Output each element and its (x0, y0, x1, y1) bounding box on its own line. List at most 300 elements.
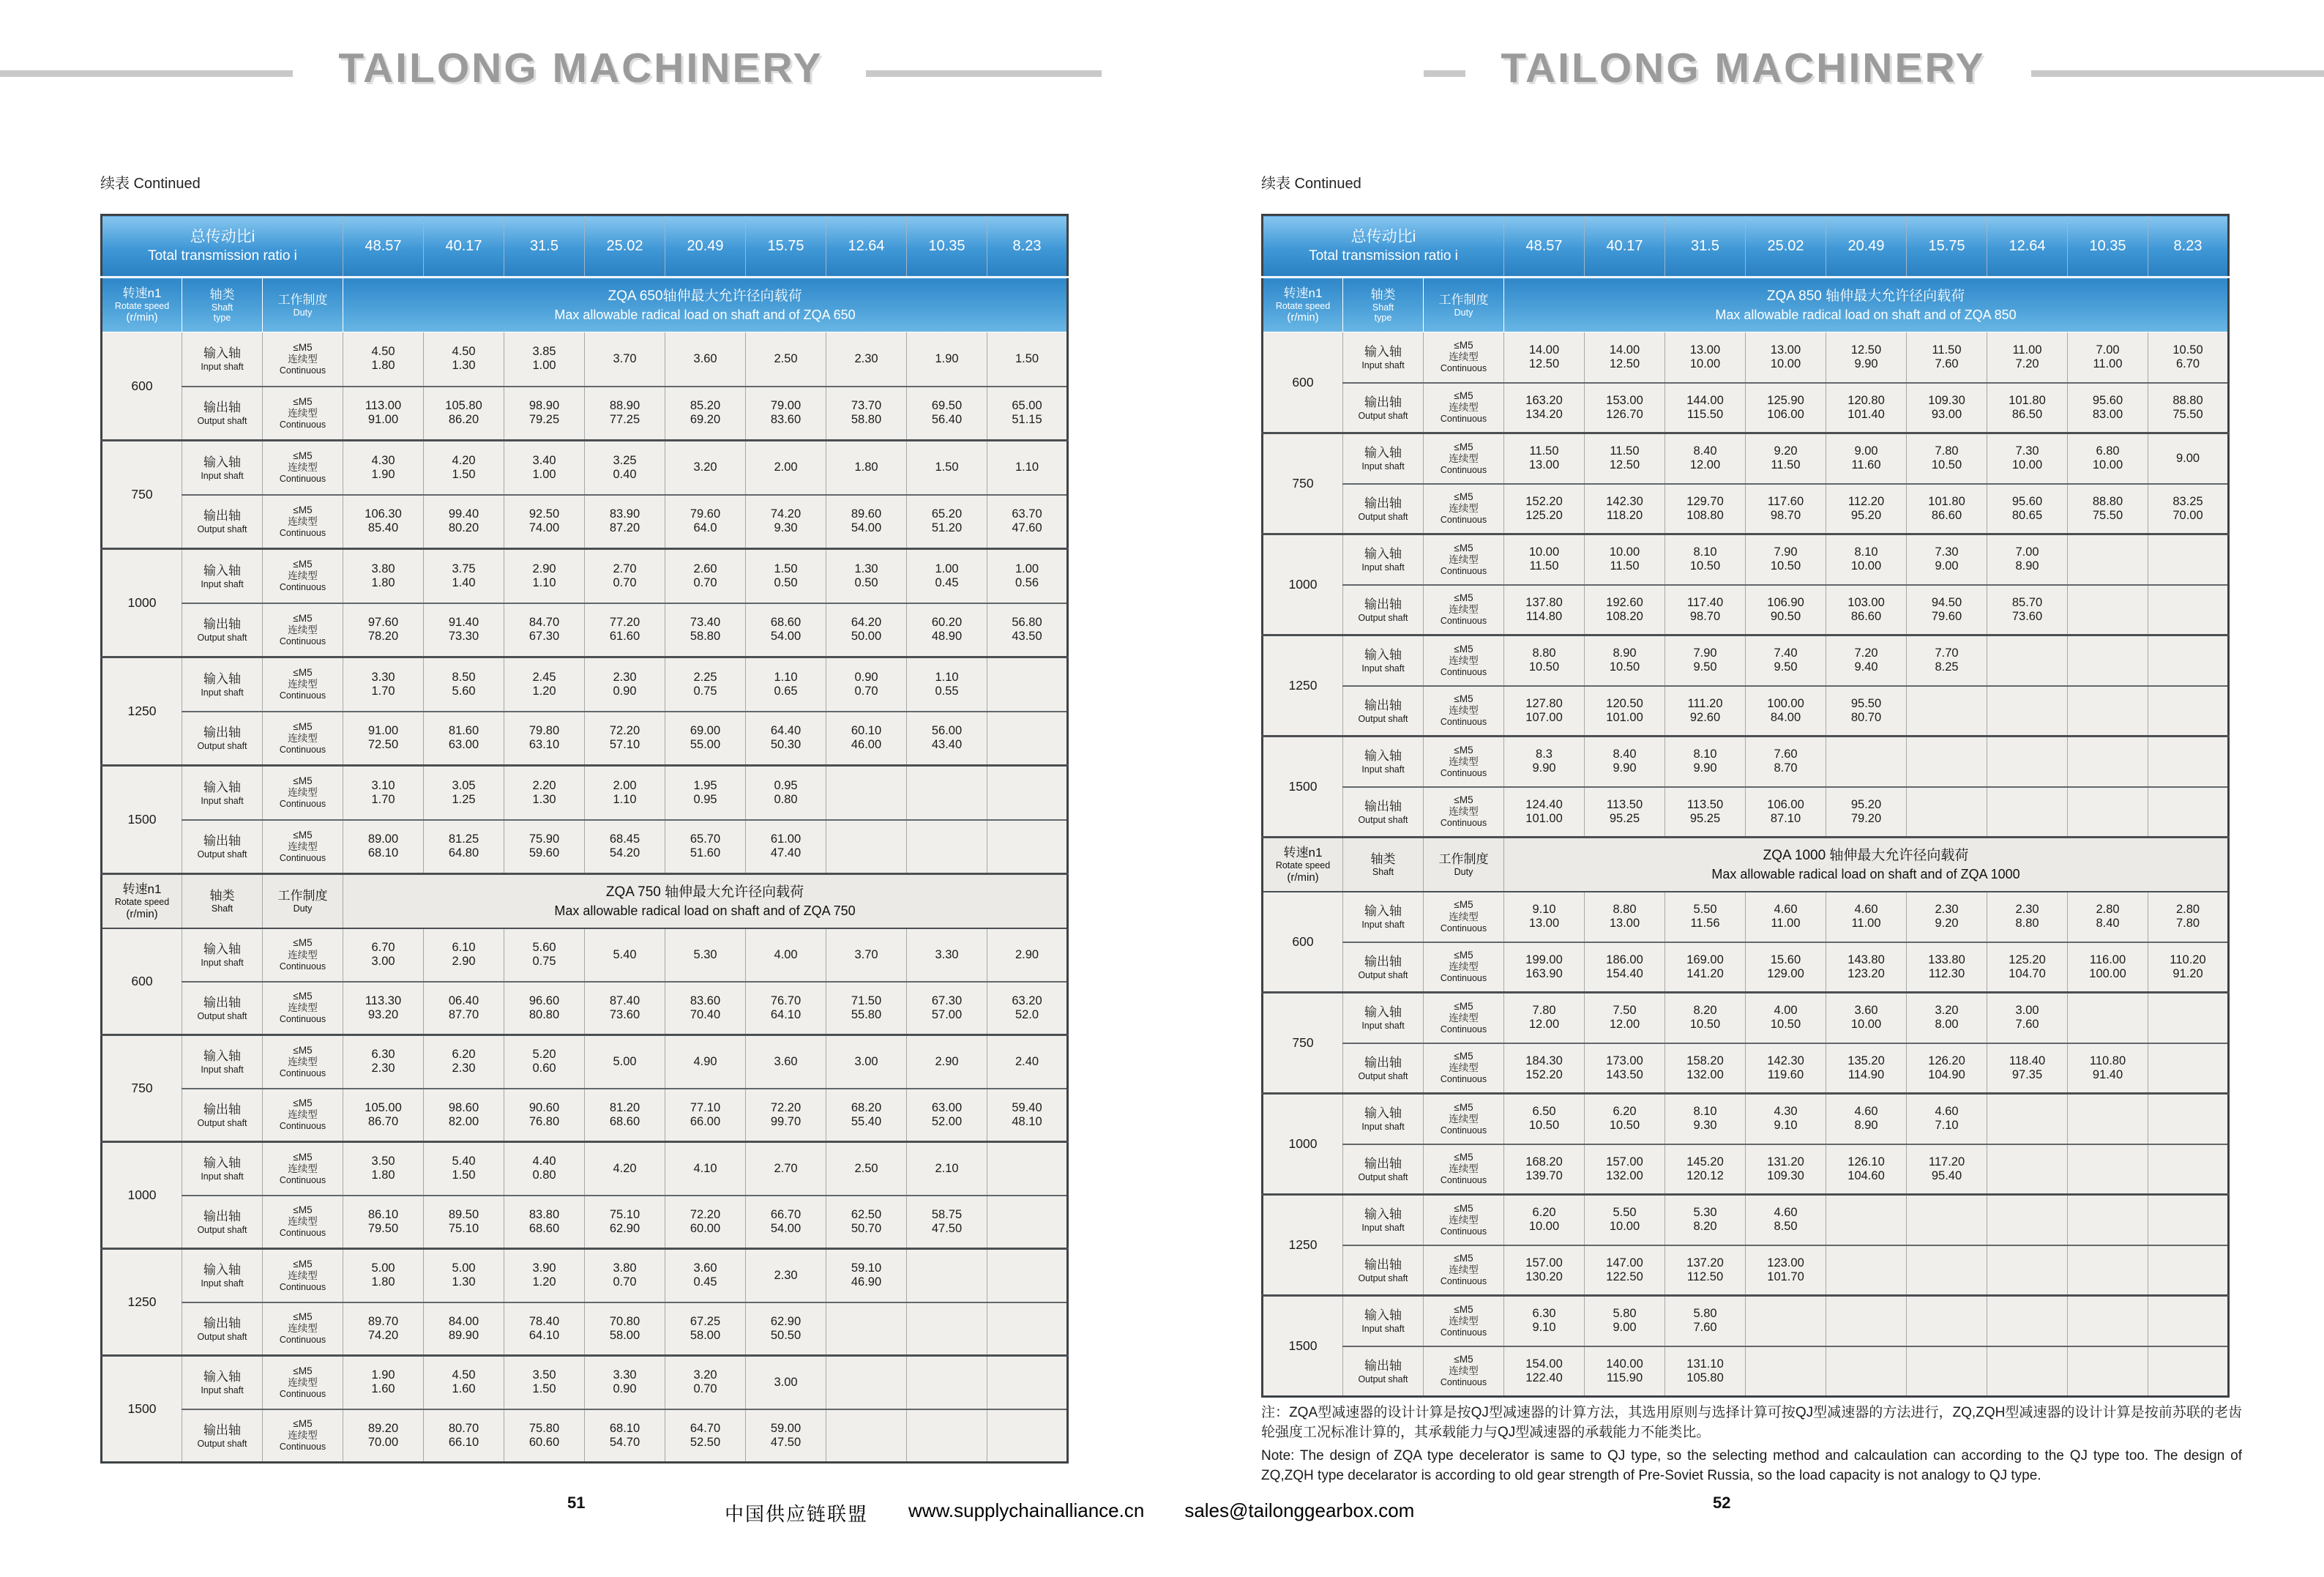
load-value-cell: 125.20 104.70 (1987, 942, 2068, 993)
table-row (102, 820, 1068, 874)
load-value-cell (1746, 1346, 1826, 1397)
load-value-cell: 137.80 114.80 (1504, 585, 1585, 635)
table-row (102, 1035, 1068, 1089)
page-number-right: 52 (1713, 1494, 1731, 1512)
table-row (1263, 383, 2229, 433)
load-value-cell: 103.00 86.60 (1826, 585, 1907, 635)
duty-cell: ≤M5 连续型 Continuous (263, 1356, 343, 1409)
load-value-cell: 0.95 0.80 (746, 766, 826, 820)
footer-website: www.supplychainalliance.cn (908, 1499, 1145, 1521)
load-spec-table (100, 214, 1069, 1464)
load-value-cell: 131.10 105.80 (1665, 1346, 1746, 1397)
load-value-cell: 5.00 1.30 (424, 1249, 504, 1302)
load-value-cell (2068, 686, 2148, 737)
output-shaft-label: 输出轴 Output shaft (1343, 585, 1424, 635)
duty-cell: ≤M5 连续型 Continuous (1424, 433, 1504, 484)
load-value-cell: 142.30 119.60 (1746, 1043, 1826, 1094)
table-row (102, 928, 1068, 982)
duty-cell: ≤M5 连续型 Continuous (1424, 332, 1504, 383)
table-row (1263, 332, 2229, 383)
duty-cell: ≤M5 连续型 Continuous (1424, 585, 1504, 635)
footnote (1261, 1403, 2242, 1489)
load-value-cell (2068, 1296, 2148, 1346)
input-shaft-label: 输入轴 Input shaft (1343, 1195, 1424, 1245)
load-value-cell (2148, 1296, 2229, 1346)
load-value-cell: 129.70 108.80 (1665, 484, 1746, 534)
ratio-value-cell: 20.49 (1826, 215, 1907, 277)
load-value-cell: 2.40 (987, 1035, 1068, 1089)
load-value-cell (987, 1356, 1068, 1409)
load-value-cell: 76.70 64.10 (746, 982, 826, 1035)
load-value-cell: 67.25 58.00 (665, 1302, 746, 1356)
load-value-cell: 83.25 70.00 (2148, 484, 2229, 534)
brand-title: TAILONG MACHINERY (338, 45, 823, 92)
load-value-cell (2068, 585, 2148, 635)
load-value-cell: 1.50 (907, 441, 987, 495)
load-value-cell: 95.50 80.70 (1826, 686, 1907, 737)
load-value-cell (987, 1302, 1068, 1356)
duty-cell: ≤M5 连续型 Continuous (263, 332, 343, 387)
load-value-cell: 163.20 134.20 (1504, 383, 1585, 433)
load-value-cell (1826, 1296, 1907, 1346)
duty-cell: ≤M5 连续型 Continuous (1424, 942, 1504, 993)
load-value-cell: 8.80 10.50 (1504, 635, 1585, 686)
load-value-cell: 89.60 54.00 (826, 495, 907, 549)
load-value-cell (1987, 1195, 2068, 1245)
output-shaft-label: 输出轴 Output shaft (1343, 484, 1424, 534)
load-value-cell: 79.60 64.0 (665, 495, 746, 549)
load-value-cell: 1.90 1.60 (343, 1356, 424, 1409)
load-value-cell: 117.40 98.70 (1665, 585, 1746, 635)
load-value-cell: 105.00 86.70 (343, 1089, 424, 1142)
load-value-cell: 5.30 8.20 (1665, 1195, 1746, 1245)
load-value-cell: 73.40 58.80 (665, 603, 746, 657)
load-value-cell: 84.70 67.30 (504, 603, 585, 657)
load-value-cell (2148, 1195, 2229, 1245)
table-row (1263, 585, 2229, 635)
duty-cell: ≤M5 连续型 Continuous (263, 1302, 343, 1356)
output-shaft-label: 输出轴 Output shaft (182, 982, 263, 1035)
load-value-cell: 89.50 75.10 (424, 1196, 504, 1249)
load-value-cell: 116.00 100.00 (2068, 942, 2148, 993)
load-value-cell: 98.60 82.00 (424, 1089, 504, 1142)
duty-cell: ≤M5 连续型 Continuous (1424, 1043, 1504, 1094)
load-value-cell (2068, 1195, 2148, 1245)
load-value-cell: 7.50 12.00 (1585, 993, 1665, 1043)
ratio-value-cell: 12.64 (1987, 215, 2068, 277)
load-value-cell: 9.00 (2148, 433, 2229, 484)
load-value-cell: 72.20 57.10 (585, 712, 665, 766)
ratio-value-cell: 40.17 (424, 215, 504, 277)
input-shaft-label: 输入轴 Input shaft (1343, 635, 1424, 686)
load-value-cell: 99.40 80.20 (424, 495, 504, 549)
load-value-cell (1987, 1144, 2068, 1195)
duty-cell: ≤M5 连续型 Continuous (1424, 1346, 1504, 1397)
load-value-cell: 3.90 1.20 (504, 1249, 585, 1302)
load-value-cell: 68.60 54.00 (746, 603, 826, 657)
load-value-cell: 3.70 (585, 332, 665, 387)
load-value-cell: 4.40 0.80 (504, 1142, 585, 1196)
output-shaft-label: 输出轴 Output shaft (1343, 686, 1424, 737)
load-value-cell: 5.20 0.60 (504, 1035, 585, 1089)
ratio-value-cell: 8.23 (2148, 215, 2229, 277)
load-value-cell: 5.00 (585, 1035, 665, 1089)
load-value-cell: 1.50 0.50 (746, 549, 826, 603)
load-value-cell (2068, 1094, 2148, 1144)
duty-cell: ≤M5 连续型 Continuous (263, 1249, 343, 1302)
load-value-cell (987, 820, 1068, 874)
load-value-cell: 2.45 1.20 (504, 657, 585, 712)
load-value-cell: 79.00 83.60 (746, 387, 826, 441)
load-value-cell: 10.00 11.50 (1585, 534, 1665, 585)
load-value-cell (2068, 1245, 2148, 1296)
load-value-cell: 105.80 86.20 (424, 387, 504, 441)
speed-cell: 1000 (102, 549, 182, 657)
load-value-cell: 8.40 12.00 (1665, 433, 1746, 484)
load-value-cell: 95.60 80.65 (1987, 484, 2068, 534)
table-row (1263, 1195, 2229, 1245)
load-value-cell: 2.30 0.90 (585, 657, 665, 712)
load-value-cell: 81.60 63.00 (424, 712, 504, 766)
duty-cell: ≤M5 连续型 Continuous (263, 982, 343, 1035)
load-value-cell: 59.10 46.90 (826, 1249, 907, 1302)
speed-cell: 750 (1263, 433, 1343, 534)
table-row (102, 1409, 1068, 1463)
input-shaft-label: 输入轴 Input shaft (1343, 892, 1424, 942)
load-value-cell: 2.30 (826, 332, 907, 387)
load-value-cell: 90.60 76.80 (504, 1089, 585, 1142)
load-value-cell (2148, 1043, 2229, 1094)
load-value-cell: 4.20 (585, 1142, 665, 1196)
load-value-cell: 63.00 52.00 (907, 1089, 987, 1142)
duty-cell: ≤M5 连续型 Continuous (1424, 1144, 1504, 1195)
output-shaft-label: 输出轴 Output shaft (182, 1409, 263, 1463)
ratio-value-cell: 15.75 (1907, 215, 1987, 277)
brand-title: TAILONG MACHINERY (1501, 45, 1986, 92)
load-value-cell: 75.80 60.60 (504, 1409, 585, 1463)
load-value-cell: 1.10 0.65 (746, 657, 826, 712)
load-value-cell: 120.80 101.40 (1826, 383, 1907, 433)
load-value-cell: 59.00 47.50 (746, 1409, 826, 1463)
duty-cell: ≤M5 连续型 Continuous (263, 928, 343, 982)
load-value-cell: 3.30 1.70 (343, 657, 424, 712)
load-value-cell: 1.00 0.56 (987, 549, 1068, 603)
load-value-cell (2148, 585, 2229, 635)
load-value-cell: 14.00 12.50 (1585, 332, 1665, 383)
load-value-cell: 60.10 46.00 (826, 712, 907, 766)
load-value-cell: 6.20 10.50 (1585, 1094, 1665, 1144)
load-value-cell: 101.80 86.60 (1907, 484, 1987, 534)
load-value-cell: 7.90 10.50 (1746, 534, 1826, 585)
load-value-cell: 75.10 62.90 (585, 1196, 665, 1249)
load-value-cell: 5.30 (665, 928, 746, 982)
load-value-cell: 3.70 (826, 928, 907, 982)
load-value-cell: 2.70 0.70 (585, 549, 665, 603)
load-value-cell: 8.10 10.50 (1665, 534, 1746, 585)
load-value-cell: 3.05 1.25 (424, 766, 504, 820)
load-value-cell: 95.20 79.20 (1826, 787, 1907, 838)
load-value-cell: 81.25 64.80 (424, 820, 504, 874)
duty-cell: ≤M5 连续型 Continuous (263, 820, 343, 874)
output-shaft-label: 输出轴 Output shaft (182, 387, 263, 441)
load-value-cell: 88.90 77.25 (585, 387, 665, 441)
load-value-cell: 6.70 3.00 (343, 928, 424, 982)
load-value-cell: 96.60 80.80 (504, 982, 585, 1035)
page-52 (1162, 0, 2324, 1577)
load-value-cell: 14.00 12.50 (1504, 332, 1585, 383)
table-row (1263, 1043, 2229, 1094)
speed-column-header: 转速n1 Rotate speed (r/min) (102, 874, 182, 928)
load-value-cell: 15.60 129.00 (1746, 942, 1826, 993)
load-value-cell: 72.20 60.00 (665, 1196, 746, 1249)
load-value-cell (1907, 1195, 1987, 1245)
table-row (102, 1249, 1068, 1302)
load-value-cell: 126.20 104.90 (1907, 1043, 1987, 1094)
table-row (1263, 433, 2229, 484)
load-value-cell (1907, 1296, 1987, 1346)
input-shaft-label: 输入轴 Input shaft (1343, 737, 1424, 787)
load-value-cell: 126.10 104.60 (1826, 1144, 1907, 1195)
input-shaft-label: 输入轴 Input shaft (1343, 433, 1424, 484)
duty-cell: ≤M5 连续型 Continuous (263, 603, 343, 657)
load-value-cell: 7.70 8.25 (1907, 635, 1987, 686)
footnote-en: Note: The design of ZQA type decelerator is same to QJ type, so the selecting method and calcaulation can according to the QJ type too. The design of ZQ,ZQH type decelarator is according to old gear strength of Pre-Soviet Russia, so the load capacity is not analogy to QJ type. (1261, 1448, 2242, 1483)
table-row (102, 332, 1068, 387)
table-row (102, 495, 1068, 549)
load-value-cell: 8.40 9.90 (1585, 737, 1665, 787)
load-value-cell: 8.20 10.50 (1665, 993, 1746, 1043)
load-value-cell (1826, 1195, 1907, 1245)
load-value-cell: 140.00 115.90 (1585, 1346, 1665, 1397)
load-value-cell: 79.80 63.10 (504, 712, 585, 766)
input-shaft-label: 输入轴 Input shaft (1343, 993, 1424, 1043)
footer (725, 1499, 1414, 1526)
load-value-cell (1987, 1346, 2068, 1397)
load-value-cell: 4.50 1.60 (424, 1356, 504, 1409)
table-row (1263, 892, 2229, 942)
table-row (102, 1196, 1068, 1249)
load-value-cell: 125.90 106.00 (1746, 383, 1826, 433)
load-value-cell: 11.50 7.60 (1907, 332, 1987, 383)
duty-cell: ≤M5 连续型 Continuous (263, 766, 343, 820)
load-value-cell: 3.80 0.70 (585, 1249, 665, 1302)
load-value-cell: 3.30 (907, 928, 987, 982)
load-value-cell: 2.80 8.40 (2068, 892, 2148, 942)
speed-cell: 600 (1263, 892, 1343, 993)
load-value-cell: 4.30 9.10 (1746, 1094, 1826, 1144)
table-row (1263, 942, 2229, 993)
load-value-cell: 106.30 85.40 (343, 495, 424, 549)
output-shaft-label: 输出轴 Output shaft (1343, 1245, 1424, 1296)
duty-column-header: 工作制度 Duty (263, 277, 343, 332)
output-shaft-label: 输出轴 Output shaft (182, 603, 263, 657)
table-row (1263, 993, 2229, 1043)
load-value-cell: 3.30 0.90 (585, 1356, 665, 1409)
load-value-cell: 63.20 52.0 (987, 982, 1068, 1035)
load-value-cell: 3.75 1.40 (424, 549, 504, 603)
load-value-cell (2068, 1144, 2148, 1195)
load-value-cell: 56.00 43.40 (907, 712, 987, 766)
load-value-cell: 2.50 (826, 1142, 907, 1196)
table-row (1263, 787, 2229, 838)
load-value-cell: 85.20 69.20 (665, 387, 746, 441)
load-value-cell (907, 1249, 987, 1302)
load-value-cell: 10.50 6.70 (2148, 332, 2229, 383)
load-value-cell: 3.20 (665, 441, 746, 495)
load-value-cell: 118.40 97.35 (1987, 1043, 2068, 1094)
load-value-cell: 59.40 48.10 (987, 1089, 1068, 1142)
load-value-cell: 8.10 9.30 (1665, 1094, 1746, 1144)
speed-cell: 750 (102, 1035, 182, 1142)
load-value-cell: 2.90 (907, 1035, 987, 1089)
load-value-cell: 88.80 75.50 (2068, 484, 2148, 534)
load-value-cell: 3.60 10.00 (1826, 993, 1907, 1043)
load-value-cell: 7.00 11.00 (2068, 332, 2148, 383)
speed-cell: 1500 (102, 1356, 182, 1463)
speed-cell: 750 (102, 441, 182, 549)
load-value-cell: 75.90 59.60 (504, 820, 585, 874)
load-value-cell: 1.80 (826, 441, 907, 495)
load-value-cell (1987, 1245, 2068, 1296)
load-value-cell: 117.60 98.70 (1746, 484, 1826, 534)
load-value-cell: 6.20 2.30 (424, 1035, 504, 1089)
load-value-cell: 1.00 0.45 (907, 549, 987, 603)
section-title-cell: ZQA 1000 轴伸最大允许径向载荷 Max allowable radical load on shaft and of ZQA 1000 (1504, 838, 2229, 892)
load-value-cell: 6.20 10.00 (1504, 1195, 1585, 1245)
load-value-cell: 91.40 73.30 (424, 603, 504, 657)
duty-column-header: 工作制度 Duty (1424, 838, 1504, 892)
load-value-cell: 168.20 139.70 (1504, 1144, 1585, 1195)
load-value-cell: 88.80 75.50 (2148, 383, 2229, 433)
load-value-cell: 106.00 87.10 (1746, 787, 1826, 838)
load-value-cell: 3.80 1.80 (343, 549, 424, 603)
load-value-cell: 5.60 0.75 (504, 928, 585, 982)
load-value-cell: 3.50 1.80 (343, 1142, 424, 1196)
load-value-cell (2148, 1144, 2229, 1195)
load-value-cell: 3.00 (826, 1035, 907, 1089)
load-value-cell: 5.40 (585, 928, 665, 982)
load-value-cell: 13.00 10.00 (1746, 332, 1826, 383)
duty-cell: ≤M5 连续型 Continuous (263, 387, 343, 441)
input-shaft-label: 输入轴 Input shaft (182, 332, 263, 387)
load-value-cell: 69.50 56.40 (907, 387, 987, 441)
load-value-cell: 89.70 74.20 (343, 1302, 424, 1356)
load-value-cell (987, 1196, 1068, 1249)
section-title-cell: ZQA 850 轴伸最大允许径向载荷 Max allowable radical load on shaft and of ZQA 850 (1504, 277, 2229, 332)
load-value-cell: 4.60 8.50 (1746, 1195, 1826, 1245)
duty-column-header: 工作制度 Duty (1424, 277, 1504, 332)
load-value-cell: 144.00 115.50 (1665, 383, 1746, 433)
ratio-value-cell: 25.02 (585, 215, 665, 277)
load-value-cell: 110.20 91.20 (2148, 942, 2229, 993)
load-value-cell: 5.50 11.56 (1665, 892, 1746, 942)
duty-cell: ≤M5 连续型 Continuous (1424, 737, 1504, 787)
load-value-cell (1987, 1094, 2068, 1144)
load-value-cell: 137.20 112.50 (1665, 1245, 1746, 1296)
duty-column-header: 工作制度 Duty (263, 874, 343, 928)
load-value-cell: 2.90 1.10 (504, 549, 585, 603)
load-value-cell: 3.10 1.70 (343, 766, 424, 820)
load-value-cell: 65.20 51.20 (907, 495, 987, 549)
load-value-cell: 69.00 55.00 (665, 712, 746, 766)
speed-cell: 1000 (1263, 534, 1343, 635)
load-value-cell: 3.00 7.60 (1987, 993, 2068, 1043)
input-shaft-label: 输入轴 Input shaft (182, 1249, 263, 1302)
load-value-cell: 77.10 66.00 (665, 1089, 746, 1142)
speed-cell: 750 (1263, 993, 1343, 1094)
spec-table-zqa650-750 (100, 214, 1069, 1464)
load-value-cell: 83.80 68.60 (504, 1196, 585, 1249)
output-shaft-label: 输出轴 Output shaft (1343, 787, 1424, 838)
load-value-cell: 8.10 9.90 (1665, 737, 1746, 787)
duty-cell: ≤M5 连续型 Continuous (263, 1142, 343, 1196)
duty-cell: ≤M5 连续型 Continuous (1424, 686, 1504, 737)
shaft-column-header: 轴类 Shaft type (1343, 277, 1424, 332)
load-value-cell (2068, 534, 2148, 585)
duty-cell: ≤M5 连续型 Continuous (1424, 534, 1504, 585)
load-value-cell (2068, 787, 2148, 838)
load-value-cell: 2.90 (987, 928, 1068, 982)
load-value-cell: 111.20 92.60 (1665, 686, 1746, 737)
load-value-cell: 10.00 11.50 (1504, 534, 1585, 585)
speed-cell: 1500 (1263, 737, 1343, 838)
speed-cell: 1000 (102, 1142, 182, 1249)
load-value-cell: 1.10 (987, 441, 1068, 495)
load-value-cell: 8.10 10.00 (1826, 534, 1907, 585)
load-value-cell: 186.00 154.40 (1585, 942, 1665, 993)
load-value-cell: 4.00 10.50 (1746, 993, 1826, 1043)
load-value-cell: 152.20 125.20 (1504, 484, 1585, 534)
load-value-cell: 7.40 9.50 (1746, 635, 1826, 686)
load-value-cell (907, 1302, 987, 1356)
input-shaft-label: 输入轴 Input shaft (182, 657, 263, 712)
load-value-cell (2148, 534, 2229, 585)
input-shaft-label: 输入轴 Input shaft (182, 766, 263, 820)
duty-cell: ≤M5 连续型 Continuous (1424, 1094, 1504, 1144)
load-value-cell: 8.80 13.00 (1585, 892, 1665, 942)
load-value-cell: 145.20 120.12 (1665, 1144, 1746, 1195)
load-value-cell: 199.00 163.90 (1504, 942, 1585, 993)
load-value-cell: 68.45 54.20 (585, 820, 665, 874)
load-value-cell: 06.40 87.70 (424, 982, 504, 1035)
load-value-cell: 11.50 13.00 (1504, 433, 1585, 484)
load-value-cell (1987, 787, 2068, 838)
table-row (102, 766, 1068, 820)
table-row (1263, 484, 2229, 534)
table-row (102, 982, 1068, 1035)
input-shaft-label: 输入轴 Input shaft (182, 441, 263, 495)
load-value-cell: 81.20 68.60 (585, 1089, 665, 1142)
load-value-cell: 4.20 1.50 (424, 441, 504, 495)
table-row (1263, 1296, 2229, 1346)
duty-cell: ≤M5 连续型 Continuous (263, 495, 343, 549)
load-value-cell: 143.80 123.20 (1826, 942, 1907, 993)
load-value-cell (1746, 1296, 1826, 1346)
load-value-cell (2068, 635, 2148, 686)
load-value-cell: 5.00 1.80 (343, 1249, 424, 1302)
table-row (1263, 1144, 2229, 1195)
load-value-cell (1987, 737, 2068, 787)
load-value-cell: 3.20 8.00 (1907, 993, 1987, 1043)
table-row (102, 1089, 1068, 1142)
input-shaft-label: 输入轴 Input shaft (1343, 1296, 1424, 1346)
load-value-cell: 87.40 73.60 (585, 982, 665, 1035)
load-value-cell: 173.00 143.50 (1585, 1043, 1665, 1094)
speed-cell: 1250 (1263, 635, 1343, 737)
load-value-cell: 113.50 95.25 (1585, 787, 1665, 838)
load-value-cell: 71.50 55.80 (826, 982, 907, 1035)
load-value-cell: 154.00 122.40 (1504, 1346, 1585, 1397)
